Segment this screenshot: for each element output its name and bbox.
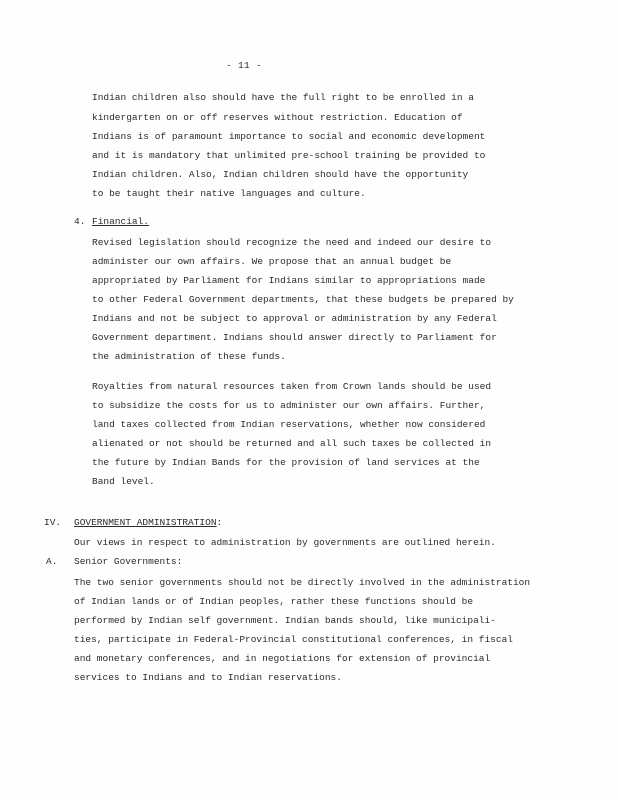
text-line: appropriated by Parliament for Indians similar to appropriations made bbox=[92, 275, 486, 286]
text-line: The two senior governments should not be directly involved in the administration bbox=[74, 577, 531, 588]
subsection-number: A. bbox=[46, 556, 58, 567]
text-line: Indian children. Also, Indian children should have the opportunity bbox=[92, 169, 469, 180]
text-line: services to Indians and to Indian reservations. bbox=[74, 672, 342, 683]
text-line: of Indian lands or of Indian peoples, rather these functions should be bbox=[74, 596, 474, 607]
text-line: Indians is of paramount importance to social and economic development bbox=[92, 131, 486, 142]
section-heading: GOVERNMENT ADMINISTRATION bbox=[74, 517, 217, 528]
text-line: the future by Indian Bands for the provision of land services at the bbox=[92, 457, 480, 468]
text-line: and monetary conferences, and in negotiations for extension of provincial bbox=[74, 653, 491, 664]
text-line: Revised legislation should recognize the need and indeed our desire to bbox=[92, 237, 492, 248]
text-line: land taxes collected from Indian reservations, whether now considered bbox=[92, 419, 486, 430]
text-line: to be taught their native languages and culture. bbox=[92, 188, 366, 199]
section-intro: Our views in respect to administration by governments are outlined herein. bbox=[74, 537, 496, 548]
text-line: administer our own affairs. We propose that an annual budget be bbox=[92, 256, 452, 267]
text-line: the administration of these funds. bbox=[92, 351, 286, 362]
text-line: to subsidize the costs for us to administer our own affairs. Further, bbox=[92, 400, 486, 411]
section-heading-suffix: : bbox=[216, 517, 223, 528]
text-line: Indians and not be subject to approval or administration by any Federal bbox=[92, 313, 497, 324]
subsection-heading: Senior Governments: bbox=[74, 556, 183, 567]
text-line: Indian children also should have the full right to be enrolled in a bbox=[92, 92, 474, 103]
text-line: kindergarten on or off reserves without restriction. Education of bbox=[92, 112, 463, 123]
section-heading-wrapper bbox=[74, 517, 222, 529]
text-line: and it is mandatory that unlimited pre-school training be provided to bbox=[92, 150, 486, 161]
page-number: - 11 - bbox=[226, 60, 263, 71]
text-line: Government department. Indians should answer directly to Parliament for bbox=[92, 332, 497, 343]
text-line: to other Federal Government departments, that these budgets be prepared by bbox=[92, 294, 514, 305]
text-line: Royalties from natural resources taken from Crown lands should be used bbox=[92, 381, 492, 392]
section-number: 4. bbox=[74, 216, 86, 227]
text-line: Band level. bbox=[92, 476, 155, 487]
text-line: performed by Indian self government. Indian bands should, like municipali- bbox=[74, 615, 496, 626]
text-line: ties, participate in Federal-Provincial constitutional conferences, in fiscal bbox=[74, 634, 513, 645]
section-number: IV. bbox=[44, 517, 62, 528]
text-line: alienated or not should be returned and all such taxes be collected in bbox=[92, 438, 492, 449]
section-heading: Financial. bbox=[92, 216, 150, 227]
